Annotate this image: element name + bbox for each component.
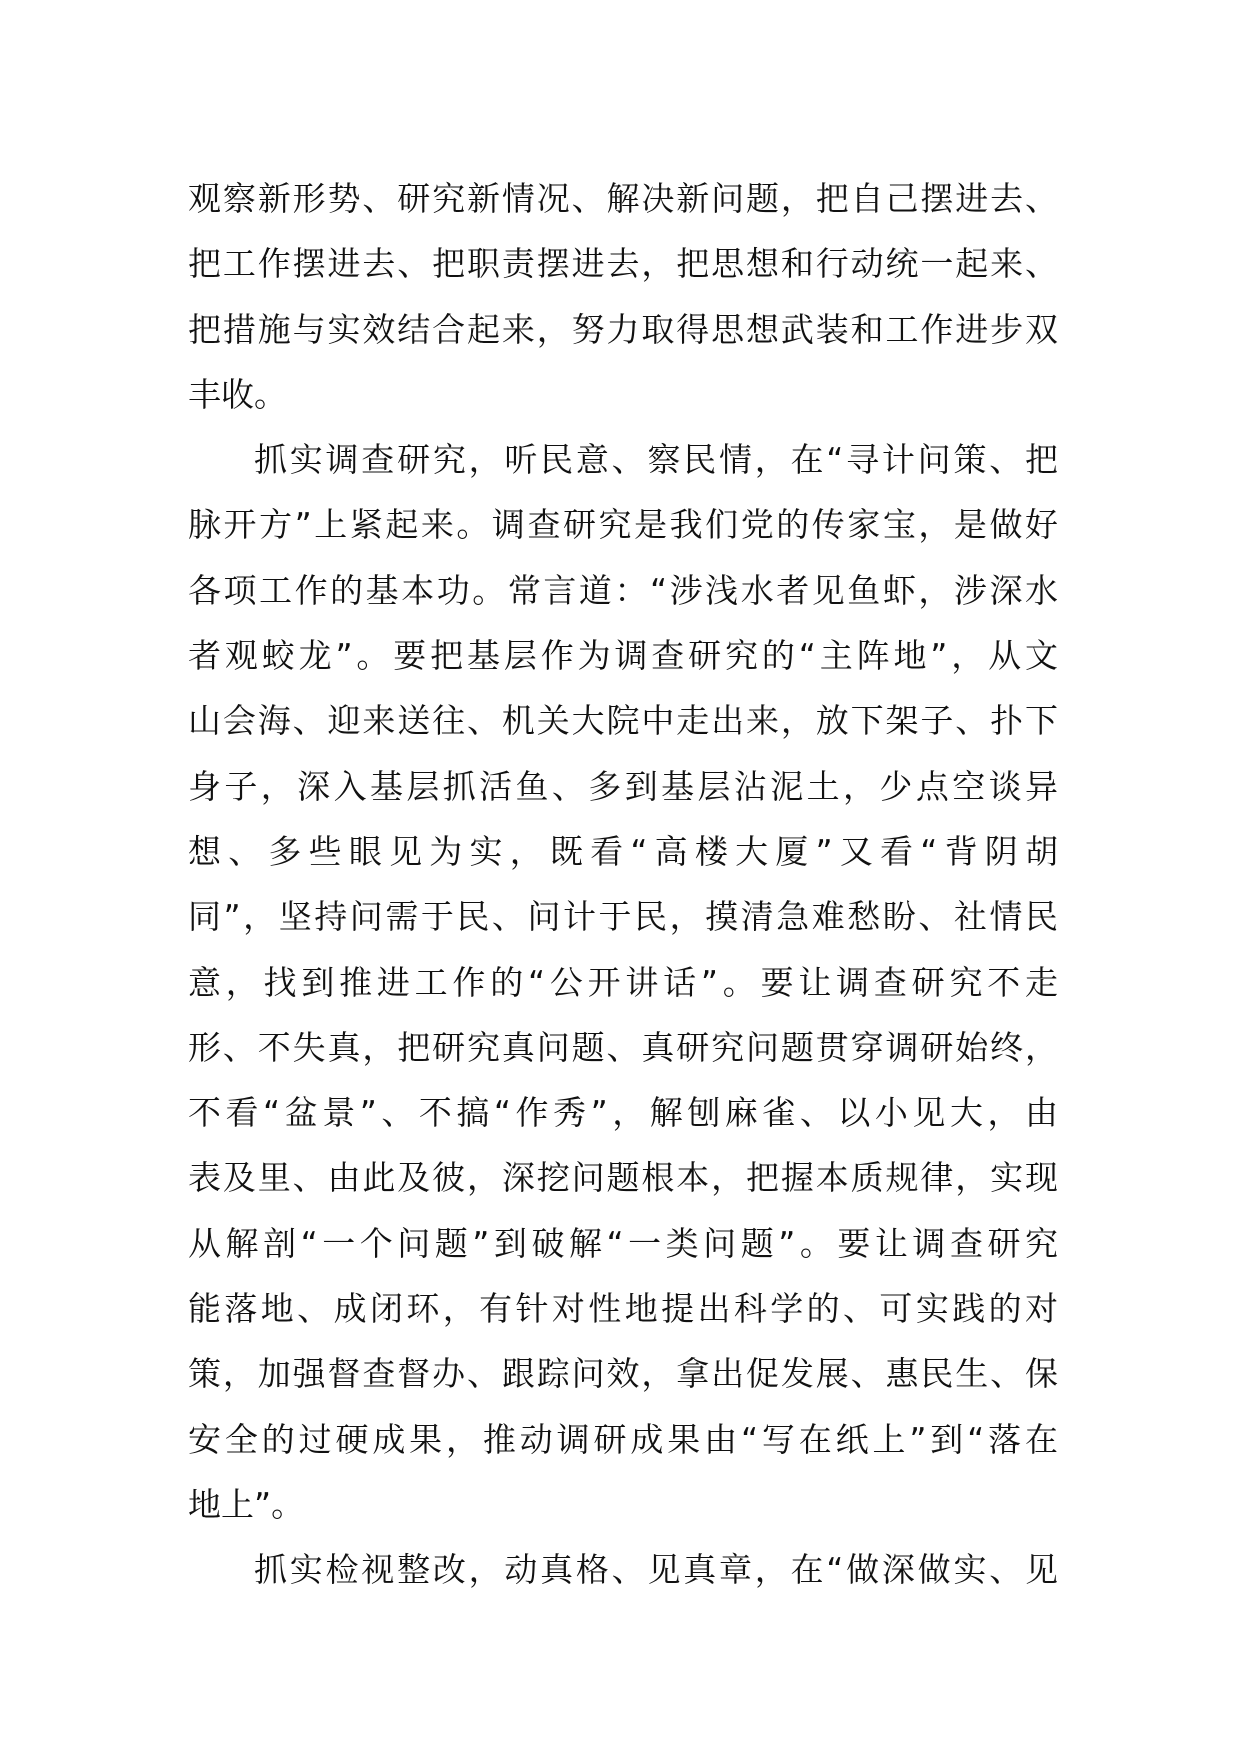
text-line: 身子，深入基层抓活鱼、多到基层沾泥土，少点空谈异 xyxy=(188,766,1058,806)
text-line: 地上”。 xyxy=(188,1484,305,1524)
text-line: 意，找到推进工作的“公开讲话”。要让调查研究不走 xyxy=(188,962,1058,1002)
text-line: 各项工作的基本功。常言道：“涉浅水者见鱼虾，涉深水 xyxy=(188,570,1058,610)
text-line: 观察新形势、研究新情况、解决新问题，把自己摆进去、 xyxy=(188,179,1058,218)
text-line: 同”，坚持问需于民、问计于民，摸清急难愁盼、社情民 xyxy=(188,897,1058,937)
text-line: 策，加强督查督办、跟踪问效，拿出促发展、惠民生、保 xyxy=(188,1354,1058,1394)
text-line: 想、多些眼见为实，既看“高楼大厦”又看“背阴胡 xyxy=(188,831,1058,871)
text-line: 者观蛟龙”。要把基层作为调查研究的“主阵地”，从文 xyxy=(188,636,1058,676)
text-line: 把措施与实效结合起来，努力取得思想武装和工作进步双 xyxy=(188,309,1058,349)
text-line: 山会海、迎来送往、机关大院中走出来，放下架子、扑下 xyxy=(188,701,1058,741)
text-line: 不看“盆景”、不搞“作秀”，解刨麻雀、以小见大，由 xyxy=(188,1093,1058,1133)
text-line: 从解剖“一个问题”到破解“一类问题”。要让调查研究 xyxy=(188,1223,1058,1263)
body-text xyxy=(188,166,1058,1603)
text-line: 抓实调查研究，听民意、察民情，在“寻计问策、把 xyxy=(254,440,1058,480)
paragraph-3 xyxy=(188,1537,1058,1602)
text-line: 把工作摆进去、把职责摆进去，把思想和行动统一起来、 xyxy=(188,244,1058,284)
paragraph-1 xyxy=(188,166,1058,427)
paragraph-2 xyxy=(188,427,1058,1537)
text-line: 表及里、由此及彼，深挖问题根本，把握本质规律，实现 xyxy=(188,1158,1058,1198)
text-line: 脉开方”上紧起来。调查研究是我们党的传家宝，是做好 xyxy=(188,505,1058,545)
text-line: 抓实检视整改，动真格、见真章，在“做深做实、见 xyxy=(254,1550,1058,1590)
text-line: 形、不失真，把研究真问题、真研究问题贯穿调研始终， xyxy=(188,1027,1058,1067)
text-line: 丰收。 xyxy=(188,374,287,414)
text-line: 能落地、成闭环，有针对性地提出科学的、可实践的对 xyxy=(188,1289,1058,1329)
text-line: 安全的过硬成果，推动调研成果由“写在纸上”到“落在 xyxy=(188,1419,1058,1459)
